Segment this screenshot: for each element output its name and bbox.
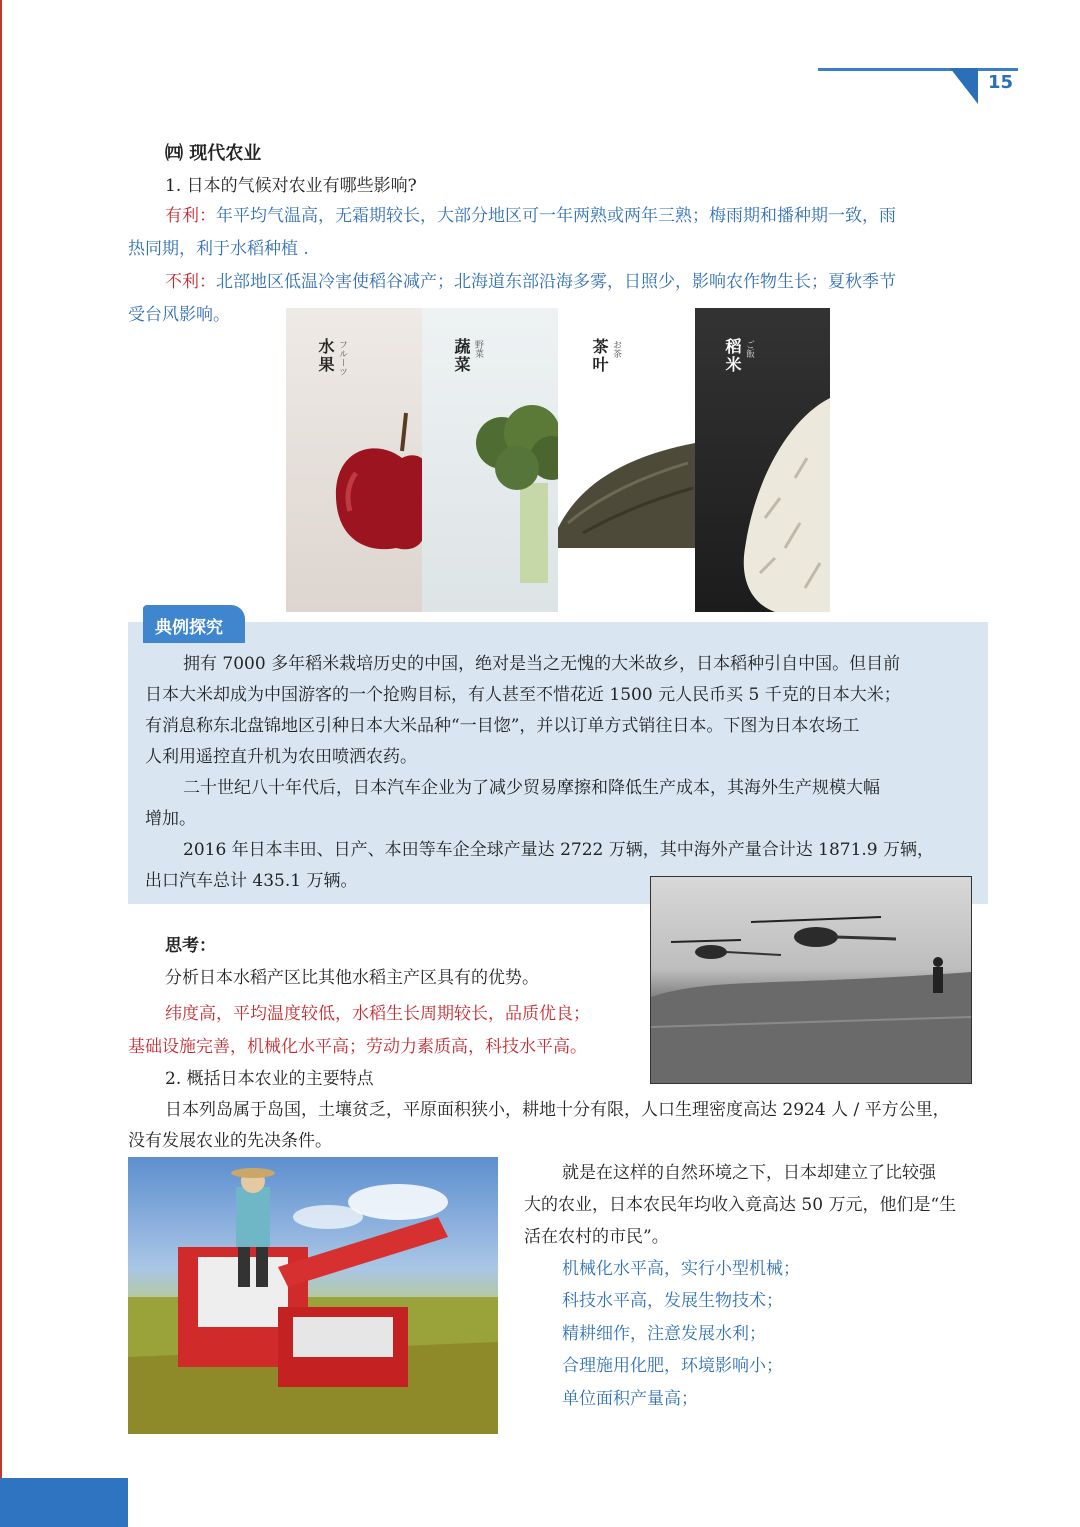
question-1: 1. 日本的气候对农业有哪些影响? bbox=[165, 176, 417, 196]
fruit-sublabel: フルーツ bbox=[337, 340, 347, 376]
disadvantage-line-2: 受台风影响。 bbox=[128, 305, 230, 325]
vegetable-sublabel: 野菜 bbox=[473, 340, 483, 358]
q2-answer-5: 单位面积产量高； bbox=[562, 1389, 698, 1409]
advantage-text-1: 年平均气温高，无霜期较长，大部分地区可一年两熟或两年三熟；梅雨期和播种期一致，雨 bbox=[216, 206, 896, 226]
rice-label: 稻米 bbox=[723, 338, 742, 374]
q2-right-1: 就是在这样的自然环境之下，日本却建立了比较强 bbox=[562, 1163, 936, 1183]
case-line-3: 有消息称东北盘锦地区引种日本大米品种“一目惚”，并以订单方式销往日本。下图为日本农场工 bbox=[145, 716, 860, 736]
case-line-8: 出口汽车总计 435.1 万辆。 bbox=[145, 871, 358, 891]
tea-sublabel: お茶 bbox=[611, 340, 621, 358]
q2-answer-3: 精耕细作，注意发展水利； bbox=[562, 1324, 766, 1344]
think-question: 分析日本水稻产区比其他水稻主产区具有的优势。 bbox=[165, 968, 539, 988]
case-study-title: 典例探究 bbox=[155, 618, 223, 638]
harvester-icon bbox=[128, 1157, 498, 1434]
page-number: 15 bbox=[988, 72, 1014, 93]
question-2: 2. 概括日本农业的主要特点 bbox=[165, 1069, 374, 1089]
left-margin-rule bbox=[0, 0, 2, 1527]
tea-label: 茶叶 bbox=[590, 338, 609, 374]
q2-answer-2: 科技水平高，发展生物技术； bbox=[562, 1291, 783, 1311]
advantage-line-2: 热同期，利于水稻种植 . bbox=[128, 239, 309, 259]
case-line-2: 日本大米却成为中国游客的一个抢购目标，有人甚至不惜花近 1500 元人民币买 5 千克的日本大米； bbox=[145, 685, 901, 705]
header-triangle bbox=[950, 68, 978, 104]
fruit-panel bbox=[286, 308, 422, 612]
vegetable-label: 蔬菜 bbox=[452, 338, 471, 374]
q2-right-3: 活在农村的市民”。 bbox=[524, 1227, 669, 1247]
advantage-line-1 bbox=[165, 200, 896, 232]
tea-panel bbox=[558, 308, 695, 612]
rice-illustration bbox=[735, 398, 830, 612]
rice-panel bbox=[695, 308, 830, 612]
helicopter-spraying-photo bbox=[650, 876, 972, 1084]
think-answer-1: 纬度高，平均温度较低，水稻生长周期较长，品质优良； bbox=[165, 1004, 590, 1024]
case-line-5: 二十世纪八十年代后，日本汽车企业为了减少贸易摩擦和降低生产成本，其海外生产规模大幅 bbox=[183, 778, 880, 798]
advantage-label: 有利： bbox=[165, 206, 216, 226]
section-heading: ㈣ 现代农业 bbox=[165, 143, 262, 164]
q2-answer-1: 机械化水平高，实行小型机械； bbox=[562, 1259, 800, 1279]
rice-sublabel: ご飯 bbox=[744, 340, 754, 358]
q2-line-1: 日本列岛属于岛国，土壤贫乏，平原面积狭小，耕地十分有限，人口生理密度高达 2924 人 / 平方公里， bbox=[165, 1100, 950, 1120]
case-line-4: 人利用遥控直升机为农田喷洒农药。 bbox=[145, 747, 417, 767]
think-answer-2: 基础设施完善，机械化水平高；劳动力素质高，科技水平高。 bbox=[128, 1037, 587, 1057]
tea-leaves-illustration bbox=[558, 438, 695, 548]
helicopter-icon bbox=[651, 877, 971, 1083]
header-line bbox=[818, 68, 1018, 71]
case-line-1: 拥有 7000 多年稻米栽培历史的中国，绝对是当之无愧的大米故乡，日本稻种引自中国。但目前 bbox=[183, 654, 901, 674]
q2-right-2: 大的农业，日本农民年均收入竟高达 50 万元，他们是“生 bbox=[524, 1195, 957, 1215]
fruit-label: 水果 bbox=[316, 338, 335, 374]
disadvantage-line-1 bbox=[165, 266, 896, 298]
q2-answer-4: 合理施用化肥，环境影响小； bbox=[562, 1356, 783, 1376]
disadvantage-text-1: 北部地区低温冷害使稻谷减产；北海道东部沿海多雾，日照少，影响农作物生长；夏秋季节 bbox=[216, 272, 896, 292]
case-line-6: 增加。 bbox=[145, 809, 196, 829]
bottom-color-bar bbox=[0, 1478, 128, 1527]
vegetable-panel bbox=[422, 308, 558, 612]
harvester-photo bbox=[128, 1157, 498, 1434]
case-line-7: 2016 年日本丰田、日产、本田等车企全球产量达 2722 万辆，其中海外产量合计达 1871.9 万辆， bbox=[183, 840, 935, 860]
broccoli-illustration bbox=[472, 403, 558, 583]
think-label: 思考： bbox=[165, 936, 216, 956]
apple-illustration bbox=[326, 403, 422, 563]
disadvantage-label: 不利： bbox=[165, 272, 216, 292]
q2-line-2: 没有发展农业的先决条件。 bbox=[128, 1131, 332, 1151]
